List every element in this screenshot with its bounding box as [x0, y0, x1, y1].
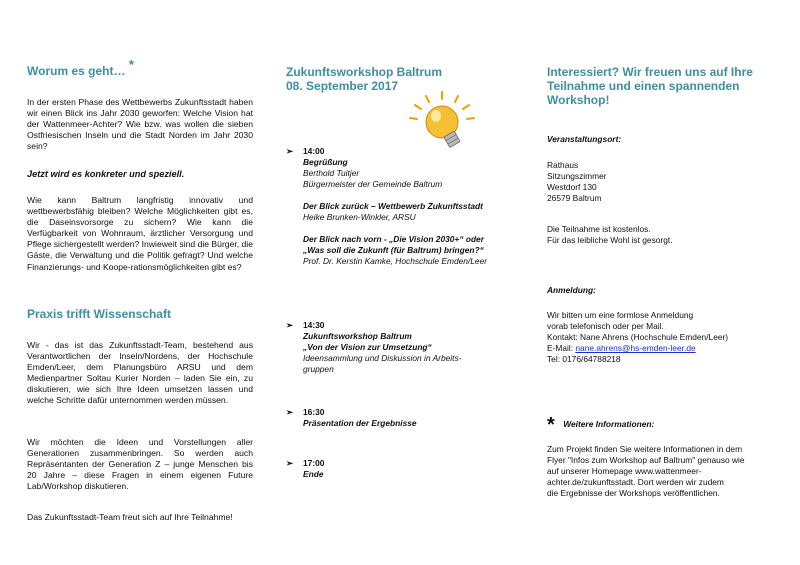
email-line: [547, 343, 783, 354]
talk-2-title-line2: „Was soll die Zukunft (für Baltrum) bringen?“: [303, 245, 484, 255]
session-1-speaker: Berthold Tuitjer: [303, 168, 360, 178]
interest-heading: [547, 65, 787, 107]
more-info-line: achter.de/zukunftsstadt. Dort werden wir zudem: [547, 477, 724, 487]
more-info-line: auf unserer Homepage www.wattenmeer-: [547, 466, 702, 476]
heading-praxis: Praxis trifft Wissenschaft: [27, 307, 171, 321]
venue-line: Westdorf 130: [547, 182, 597, 192]
email-link[interactable]: nane.ahrens@hs-emden-leer.de: [575, 343, 696, 353]
venue-address: [547, 160, 783, 204]
intro-paragraph: In der ersten Phase des Wettbewerbs Zukunftsstadt haben wir einen Blick ins Jahr 2030 geworfen: Welche Vision hat der Wattenmeer-Achter? Wie bzw. was wollen die sieben Ostfriesischen Inseln und die Stadt Norden im Jahr 2030 sein?: [27, 97, 253, 152]
asterisk-mark: *: [547, 414, 555, 436]
session-2-desc-line2: gruppen: [303, 364, 334, 374]
bullet-arrow-icon: ➢: [286, 146, 294, 156]
session-3-title: Präsentation der Ergebnisse: [303, 418, 417, 428]
talk-2-title-line1: Der Blick nach vorn - „Die Vision 2030+“ oder: [303, 234, 484, 244]
emphasis-line: Jetzt wird es konkreter und speziell.: [27, 169, 185, 179]
program-title-line1: Zukunftsworkshop Baltrum: [286, 65, 443, 79]
bullet-arrow-icon: ➢: [286, 320, 294, 330]
session-2-subtitle: „Von der Vision zur Umsetzung“: [303, 342, 432, 352]
session-4-time: 17:00: [303, 458, 325, 468]
heading-worum: [27, 57, 253, 78]
contact-line: Kontakt: Nane Ahrens (Hochschule Emden/Leer): [547, 332, 729, 342]
registration-line: Wir bitten um eine formlose Anmeldung: [547, 310, 694, 320]
registration-info: [547, 310, 783, 365]
session-1: [303, 146, 523, 267]
venue-label: Veranstaltungsort:: [547, 134, 622, 144]
catering-line: Für das leibliche Wohl ist gesorgt.: [547, 235, 673, 245]
bullet-arrow-icon: ➢: [286, 407, 294, 417]
session-4-title: Ende: [303, 469, 324, 479]
closing-paragraph: Das Zukunftsstadt-Team freut sich auf Ihre Teilnahme!: [27, 512, 233, 522]
registration-label: Anmeldung:: [547, 285, 596, 295]
session-3: [303, 407, 523, 429]
session-1-role: Bürgermeister der Gemeinde Baltrum: [303, 179, 443, 189]
more-info-heading: [547, 410, 783, 436]
program-title-line2: 08. September 2017: [286, 79, 399, 93]
interest-heading-line2: Teilnahme und einen spannenden: [547, 79, 740, 93]
heading-worum-text: Worum es geht…: [27, 64, 126, 78]
phone-line: Tel: 0176/64788218: [547, 354, 621, 364]
team-paragraph: Wir - das ist das Zukunftsstadt-Team, bestehend aus Verantwortlichen der Inseln/Nordens, der Hochschule Emden/Leer, dem Planungsbüro ARSU und dem Medienpartner Soltau Kurier Norden – laden Sie ein, zu diskutieren, wie sich Ihre Ideen umsetzen lassen und welche Schritte dafür unternommen werden müssen.: [27, 340, 253, 406]
bullet-arrow-icon: ➢: [286, 458, 294, 468]
talk-1-speaker: Heike Brunken-Winkler, ARSU: [303, 212, 416, 222]
session-3-time: 16:30: [303, 407, 325, 417]
talk-1-title: Der Blick zurück – Wettbewerb Zukunftsstadt: [303, 201, 483, 211]
program-title: [286, 65, 516, 93]
registration-line: vorab telefonisch oder per Mail.: [547, 321, 664, 331]
venue-line: Sitzungszimmer: [547, 171, 607, 181]
questions-paragraph: Wie kann Baltrum langfristig innovativ und wettbewerbsfähig bleiben? Welche Möglichkeiten gibt es, die Daseinsvorsorge zu sichern? Wie kann die Verfügbarkeit von Wohnraum, ärztlicher Versorgung und Pflege sichergestellt werden? Inwieweit sind die Bürger, die Gäste, die Verwaltung und die Politik gefragt? Und welche Finanzierungs- und Koope-rationsmöglichkeiten gibt es?: [27, 195, 253, 272]
session-1-title: Begrüßung: [303, 157, 348, 167]
more-info-text: [547, 444, 787, 499]
interest-heading-line1: Interessiert? Wir freuen uns auf Ihre: [547, 65, 753, 79]
interest-heading-line3: Workshop!: [547, 93, 610, 107]
asterisk-mark: *: [128, 57, 134, 72]
venue-line: Rathaus: [547, 160, 579, 170]
session-2-time: 14:30: [303, 320, 325, 330]
more-info-line: Zum Projekt finden Sie weitere Informationen in dem: [547, 444, 743, 454]
session-2-desc-line1: Ideensammlung und Diskussion in Arbeits-: [303, 353, 462, 363]
more-info-label: Weitere Informationen:: [563, 419, 655, 429]
session-4: [303, 458, 523, 480]
session-2: [303, 320, 523, 375]
talk-2-speaker: Prof. Dr. Kerstin Kamke, Hochschule Emden/Leer: [303, 256, 488, 266]
more-info-line: die Ergebnisse der Workshops veröffentlichen.: [547, 488, 720, 498]
cost-info: [547, 224, 783, 246]
generations-paragraph: Wir möchten die Ideen und Vorstellungen aller Generationen zusammenbringen. So werden auch Repräsentanten der Generation Z – junge Menschen bis 20 Jahre – diese Fragen in einem eigenen Future Lab/Workshop diskutieren.: [27, 437, 253, 492]
email-label: E-Mail:: [547, 343, 576, 353]
cost-line: Die Teilnahme ist kostenlos.: [547, 224, 651, 234]
session-2-title: Zukunftsworkshop Baltrum: [303, 331, 412, 341]
session-1-time: 14:00: [303, 146, 325, 156]
venue-line: 26579 Baltrum: [547, 193, 602, 203]
more-info-line: Flyer "Infos zum Workshop auf Baltrum" genauso wie: [547, 455, 745, 465]
